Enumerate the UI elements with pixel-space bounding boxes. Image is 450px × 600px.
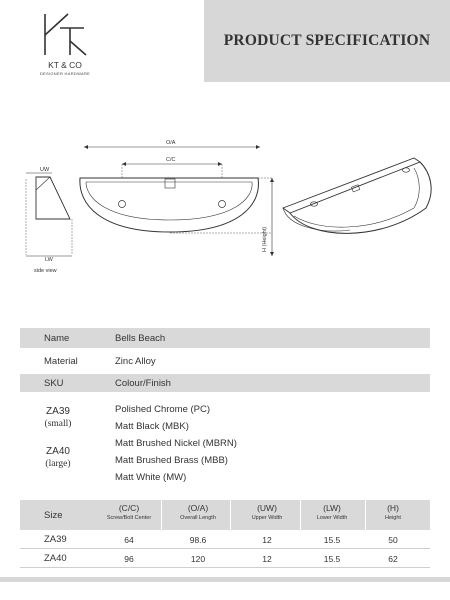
kt-logo-icon	[40, 11, 90, 59]
sku-code: ZA39	[46, 406, 70, 417]
sku-label: SKU	[44, 378, 64, 389]
row-sku: ZA39	[44, 534, 67, 545]
material-value: Zinc Alloy	[115, 356, 156, 367]
table-row	[20, 549, 430, 567]
column-code: (UW)	[257, 503, 277, 513]
sku-size: (large)	[45, 459, 71, 469]
column-header-lw	[300, 503, 364, 521]
row-divider	[20, 567, 430, 568]
column-header-uw	[235, 503, 299, 521]
column-desc: Lower Width	[316, 515, 348, 521]
cell-h: 62	[388, 554, 398, 564]
material-row	[20, 348, 430, 374]
title-bar	[204, 0, 450, 82]
table-row	[20, 530, 430, 548]
lw-label: LW	[45, 257, 53, 263]
finish-item: Matt Black (MBK)	[115, 421, 189, 432]
column-header-oa	[166, 503, 230, 521]
cell-uw: 12	[262, 535, 272, 545]
name-label: Name	[44, 333, 70, 344]
sku-header-row	[20, 374, 430, 392]
technical-drawing	[0, 120, 450, 280]
side-view-label: side view	[34, 268, 57, 274]
side-view-drawing	[26, 167, 72, 274]
column-code: (H)	[387, 503, 399, 513]
finish-item: Polished Chrome (PC)	[115, 404, 211, 415]
uw-label: UW	[40, 167, 50, 173]
page-title: PRODUCT SPECIFICATION	[223, 32, 431, 49]
cell-lw: 15.5	[323, 535, 341, 545]
material-label: Material	[44, 356, 78, 367]
cell-lw: 15.5	[323, 554, 341, 564]
front-view-drawing	[80, 140, 274, 256]
cell-oa: 120	[190, 554, 206, 564]
column-desc: Screw/Bolt Center	[106, 515, 152, 521]
row-sku: ZA40	[44, 553, 67, 564]
header	[0, 0, 450, 82]
sku-item	[40, 446, 76, 470]
cell-oa: 98.6	[189, 535, 207, 545]
cc-label: C/C	[166, 157, 176, 163]
size-header-row	[20, 500, 430, 530]
size-label: Size	[44, 510, 63, 521]
cell-cc: 64	[124, 535, 134, 545]
sku-item	[40, 406, 76, 430]
logo	[0, 0, 204, 82]
name-row	[20, 328, 430, 348]
brand-name: KT & CO	[48, 60, 82, 70]
oa-label: O/A	[166, 140, 176, 146]
brand-tagline: DESIGNER HARDWARE	[39, 71, 91, 76]
finish-label: Colour/Finish	[115, 378, 171, 389]
sku-size: (small)	[44, 419, 72, 429]
name-value: Bells Beach	[115, 333, 166, 344]
column-desc: Height	[385, 515, 401, 521]
column-desc: Overall Length	[180, 515, 216, 521]
column-header-cc	[97, 503, 161, 521]
finish-item: Matt White (MW)	[115, 472, 187, 483]
cell-cc: 96	[124, 554, 134, 564]
column-code: (LW)	[323, 503, 341, 513]
column-code: (C/C)	[118, 503, 140, 513]
finish-item: Matt Brushed Brass (MBB)	[115, 455, 228, 466]
cell-h: 50	[388, 535, 398, 545]
sku-code: ZA40	[46, 446, 70, 457]
sku-finish-block	[20, 392, 430, 500]
footer-bar	[0, 577, 450, 582]
column-desc: Upper Width	[251, 515, 283, 521]
column-code: (O/A)	[187, 503, 209, 513]
cell-uw: 12	[262, 554, 272, 564]
column-header-h	[361, 503, 425, 521]
height-label: H (Height)	[262, 226, 268, 252]
finish-item: Matt Brushed Nickel (MBRN)	[115, 438, 237, 449]
perspective-view-drawing	[283, 158, 431, 233]
